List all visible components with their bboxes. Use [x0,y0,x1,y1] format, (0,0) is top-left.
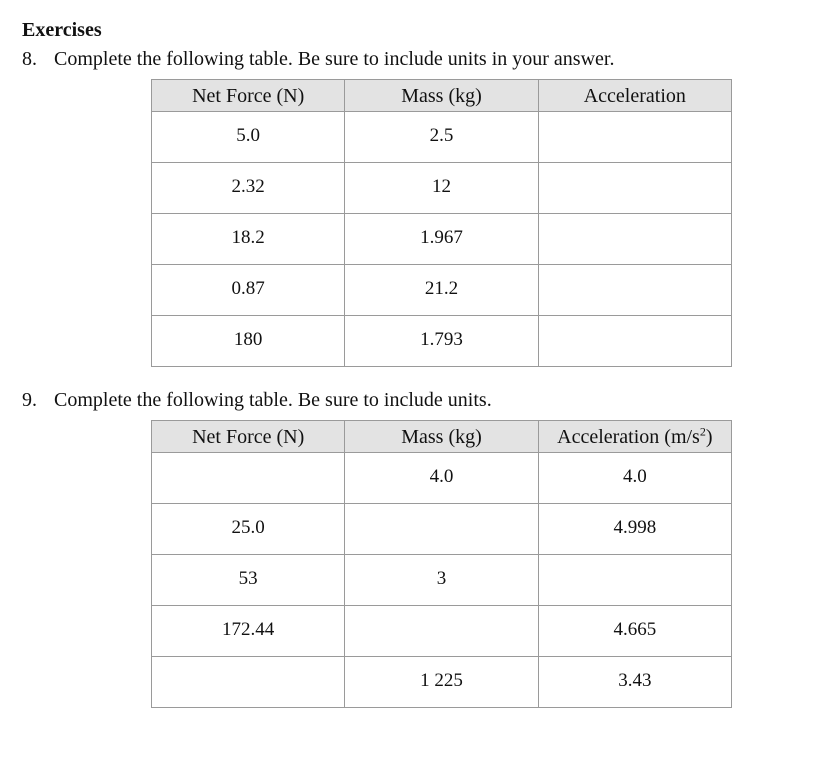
cell-mass: 21.2 [345,265,538,316]
cell-net-force: 172.44 [152,606,345,657]
cell-mass: 2.5 [345,112,538,163]
exercise-8-text: Complete the following table. Be sure to include units in your answer. [54,48,615,70]
table-row [152,453,732,504]
exercise-9-instruction [22,388,492,412]
cell-acceleration[interactable] [538,214,731,265]
table-row [152,606,732,657]
header-net-force: Net Force (N) [152,421,345,453]
exercise-9-number: 9. [22,389,37,411]
cell-acceleration[interactable] [538,555,731,606]
table-row [152,316,732,367]
cell-net-force: 25.0 [152,504,345,555]
cell-mass: 12 [345,163,538,214]
exercise-8-number: 8. [22,48,37,70]
cell-mass[interactable] [345,606,538,657]
header-acceleration [538,421,731,453]
cell-net-force: 0.87 [152,265,345,316]
cell-mass: 3 [345,555,538,606]
cell-mass: 1.967 [345,214,538,265]
header-acceleration-exponent: 2 [699,423,706,438]
table-row [152,112,732,163]
table-row [152,657,732,708]
cell-acceleration: 3.43 [538,657,731,708]
table-header-row [152,80,732,112]
exercise-9-text: Complete the following table. Be sure to include units. [54,389,492,411]
header-net-force: Net Force (N) [152,80,345,112]
table-row [152,504,732,555]
table-row [152,214,732,265]
cell-acceleration: 4.0 [538,453,731,504]
cell-net-force: 53 [152,555,345,606]
cell-mass[interactable] [345,504,538,555]
table-row [152,265,732,316]
cell-acceleration[interactable] [538,265,731,316]
cell-net-force[interactable] [152,657,345,708]
cell-mass: 4.0 [345,453,538,504]
cell-acceleration[interactable] [538,316,731,367]
section-heading: Exercises [22,19,102,41]
cell-net-force[interactable] [152,453,345,504]
header-acceleration: Acceleration [538,80,731,112]
header-acceleration-text: Acceleration (m/s [557,425,700,448]
table-row [152,163,732,214]
exercise-8-table [151,79,732,367]
cell-net-force: 2.32 [152,163,345,214]
table-row [152,555,732,606]
cell-net-force: 180 [152,316,345,367]
cell-net-force: 5.0 [152,112,345,163]
cell-acceleration[interactable] [538,163,731,214]
table-header-row [152,421,732,453]
header-mass: Mass (kg) [345,421,538,453]
cell-acceleration[interactable] [538,112,731,163]
cell-acceleration: 4.665 [538,606,731,657]
cell-net-force: 18.2 [152,214,345,265]
header-acceleration-close: ) [705,425,713,448]
header-mass: Mass (kg) [345,80,538,112]
exercise-9-table [151,420,732,708]
cell-mass: 1 225 [345,657,538,708]
cell-acceleration: 4.998 [538,504,731,555]
exercise-8-instruction [22,47,614,71]
cell-mass: 1.793 [345,316,538,367]
